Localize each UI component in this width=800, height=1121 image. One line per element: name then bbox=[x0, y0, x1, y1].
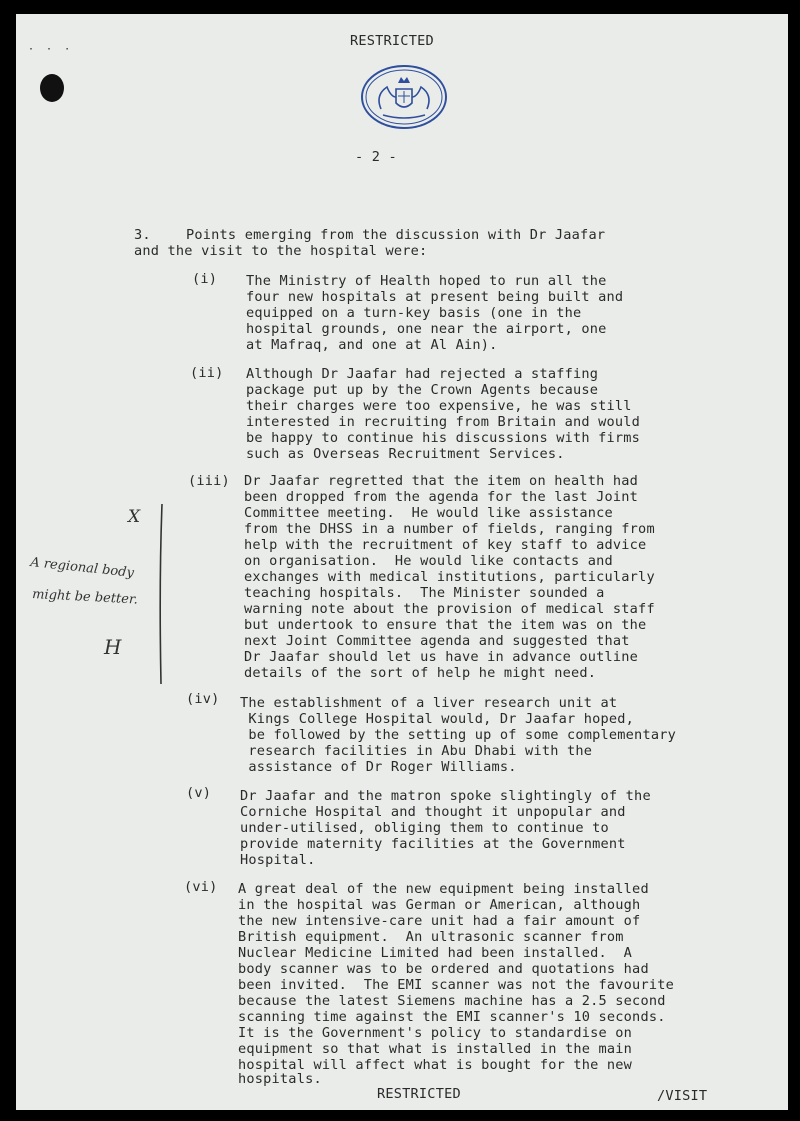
item-vi-line: been invited. The EMI scanner was not the favourite bbox=[238, 977, 674, 993]
margin-side-line bbox=[160, 504, 162, 684]
item-v-line: under-utilised, obliging them to continue to bbox=[240, 820, 609, 836]
item-ii-line: be happy to continue his discussions with firms bbox=[246, 430, 641, 446]
classification-bottom: RESTRICTED bbox=[377, 1086, 461, 1102]
para-3-line: and the visit to the hospital were: bbox=[134, 243, 428, 259]
item-iii-line: help with the recruitment of key staff to advice bbox=[244, 537, 647, 553]
margin-note-initials: H bbox=[104, 635, 122, 659]
para-3-number: 3. bbox=[134, 227, 151, 243]
item-vi-line: It is the Government's policy to standardise on bbox=[238, 1025, 633, 1041]
margin-note-mark: X bbox=[128, 507, 141, 527]
item-iii-line: from the DHSS in a number of fields, ranging from bbox=[244, 521, 655, 537]
item-iii-line: Dr Jaafar should let us have in advance outline bbox=[244, 649, 639, 665]
handwritten-margin-note bbox=[28, 504, 178, 704]
item-ii-line: package put up by the Crown Agents because bbox=[246, 382, 599, 398]
item-v-line: provide maternity facilities at the Government bbox=[240, 836, 626, 852]
item-i-line: equipped on a turn-key basis (one in the bbox=[246, 305, 582, 321]
paper-specks: · · · bbox=[28, 44, 74, 55]
item-v-line: Corniche Hospital and thought it unpopular and bbox=[240, 804, 626, 820]
item-vi-line: equipment so that what is installed in the main bbox=[238, 1041, 633, 1057]
item-iii-line: details of the sort of help he might need. bbox=[244, 665, 597, 681]
item-vi-line: in the hospital was German or American, although bbox=[238, 897, 641, 913]
item-vi-number: (vi) bbox=[184, 879, 218, 895]
item-iii-line: been dropped from the agenda for the last Joint bbox=[244, 489, 639, 505]
item-i-line: four new hospitals at present being built and bbox=[246, 289, 624, 305]
item-i-line: The Ministry of Health hoped to run all the bbox=[246, 273, 607, 289]
item-ii-line: interested in recruiting from Britain and would bbox=[246, 414, 641, 430]
item-vi-line: because the latest Siemens machine has a 2.5 second bbox=[238, 993, 666, 1009]
item-iii-line: next Joint Committee agenda and suggested that bbox=[244, 633, 630, 649]
item-i-line: at Mafraq, and one at Al Ain). bbox=[246, 337, 498, 353]
item-vi-line: hospitals. bbox=[238, 1071, 322, 1087]
item-vi-line: scanning time against the EMI scanner's 10 seconds. bbox=[238, 1009, 666, 1025]
item-v-number: (v) bbox=[186, 785, 212, 801]
item-ii-number: (ii) bbox=[190, 365, 224, 381]
item-iii-line: Dr Jaafar regretted that the item on health had bbox=[244, 473, 639, 489]
item-i-number: (i) bbox=[192, 271, 218, 287]
item-vi-line: British equipment. An ultrasonic scanner from bbox=[238, 929, 624, 945]
item-iii-line: Committee meeting. He would like assistance bbox=[244, 505, 613, 521]
classification-top: RESTRICTED bbox=[350, 33, 434, 49]
item-iii-line: warning note about the provision of medical staff bbox=[244, 601, 655, 617]
item-ii-line: such as Overseas Recruitment Services. bbox=[246, 446, 565, 462]
item-ii-line: their charges were too expensive, he was still bbox=[246, 398, 632, 414]
item-vi-line: A great deal of the new equipment being installed bbox=[238, 881, 649, 897]
item-vi-line: body scanner was to be ordered and quotations had bbox=[238, 961, 649, 977]
item-v-line: Dr Jaafar and the matron spoke slightingly of the bbox=[240, 788, 651, 804]
item-iii-line: on organisation. He would like contacts and bbox=[244, 553, 613, 569]
item-v-line: Hospital. bbox=[240, 852, 316, 868]
margin-note-line: A regional body bbox=[29, 555, 135, 581]
royal-crest-stamp bbox=[359, 63, 449, 131]
para-3-line: Points emerging from the discussion with Dr Jaafar bbox=[186, 227, 606, 243]
item-iv-line: Kings College Hospital would, Dr Jaafar hoped, bbox=[240, 711, 635, 727]
margin-note-line: might be better. bbox=[31, 587, 139, 608]
catchword: /VISIT bbox=[657, 1088, 708, 1104]
item-ii-line: Although Dr Jaafar had rejected a staffing bbox=[246, 366, 599, 382]
item-vi-line: Nuclear Medicine Limited had been installed. A bbox=[238, 945, 633, 961]
item-iii-line: exchanges with medical institutions, particularly bbox=[244, 569, 655, 585]
item-i-line: hospital grounds, one near the airport, one bbox=[246, 321, 607, 337]
item-vi-line: the new intensive-care unit had a fair amount of bbox=[238, 913, 641, 929]
item-iii-line: teaching hospitals. The Minister sounded a bbox=[244, 585, 605, 601]
item-vi-line: hospital will affect what is bought for the new bbox=[238, 1057, 633, 1073]
item-iv-line: assistance of Dr Roger Williams. bbox=[240, 759, 517, 775]
item-iv-line: The establishment of a liver research unit at bbox=[240, 695, 618, 711]
item-iv-line: be followed by the setting up of some complementary bbox=[240, 727, 676, 743]
item-iv-number: (iv) bbox=[186, 691, 220, 707]
punch-hole bbox=[40, 74, 64, 102]
item-iv-line: research facilities in Abu Dhabi with the bbox=[240, 743, 593, 759]
item-iii-line: but undertook to ensure that the item was on the bbox=[244, 617, 647, 633]
page-number: - 2 - bbox=[355, 149, 397, 165]
document-page bbox=[16, 14, 788, 1110]
item-iii-number: (iii) bbox=[188, 473, 230, 489]
